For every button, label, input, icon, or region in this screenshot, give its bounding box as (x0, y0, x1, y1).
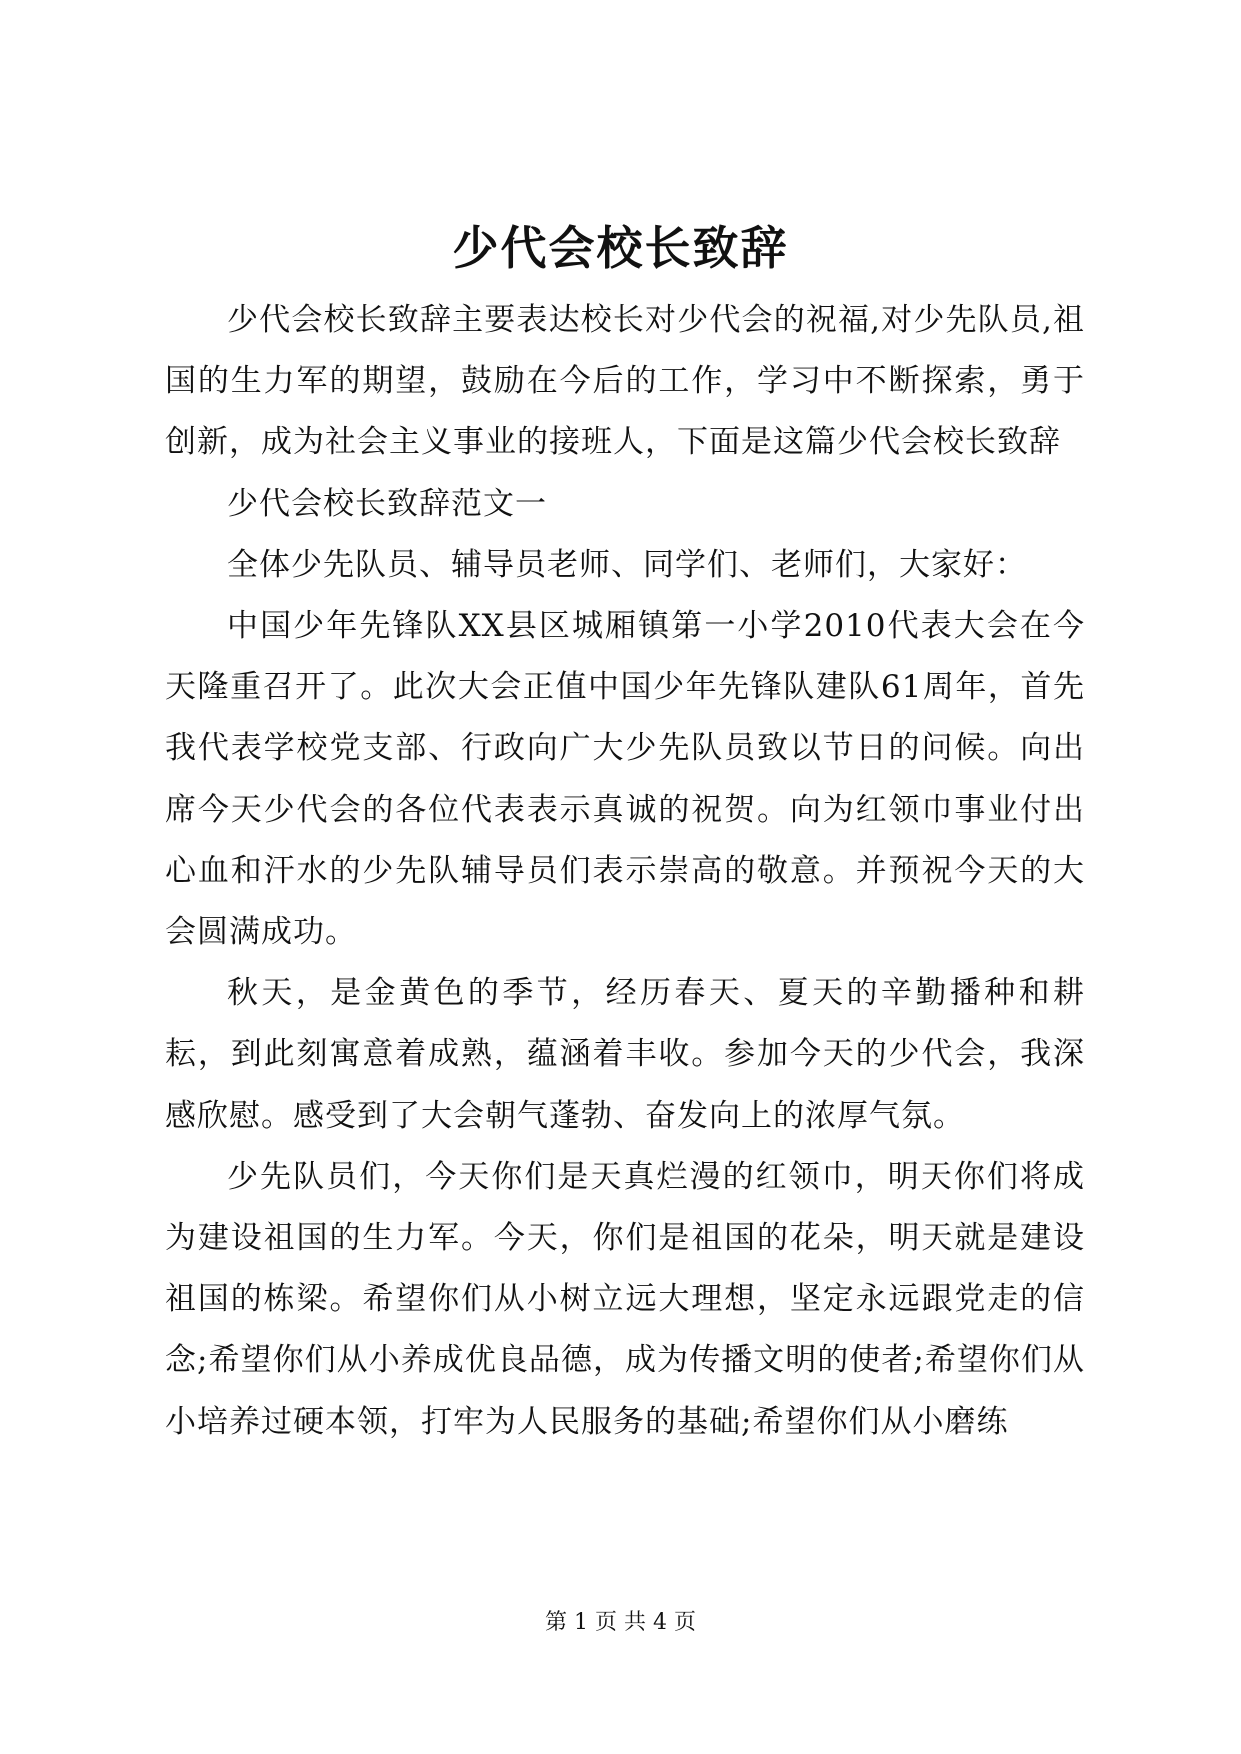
document-body (165, 290, 1085, 1453)
paragraph-subtitle: 少代会校长致辞范文一 (227, 485, 547, 522)
paragraph-autumn: 秋天，是金黄色的季节，经历春天、夏天的辛勤播种和耕耘，到此刻寓意着成熟，蕴涵着丰收。参加今天的少代会，我深感欣慰。感受到了大会朝气蓬勃、奋发向上的浓厚气氛。 (165, 975, 1085, 1134)
page-footer: 第 1 页 共 4 页 (545, 1610, 696, 1635)
paragraph-greeting: 全体少先队员、辅导员老师、同学们、老师们，大家好： (227, 546, 1027, 583)
paragraph-intro: 少代会校长致辞主要表达校长对少代会的祝福,对少先队员,祖国的生力军的期望，鼓励在今后的工作，学习中不断探索，勇于创新，成为社会主义事业的接班人，下面是这篇少代会校长致辞 (165, 302, 1085, 461)
document-title: 少代会校长致辞 (452, 221, 789, 275)
paragraph-opening: 中国少年先锋队XX县区城厢镇第一小学2010代表大会在今天隆重召开了。此次大会正值中国少年先锋队建队61周年，首先我代表学校党支部、行政向广大少先队员致以节日的问候。向出席今天少代会的各位代表表示真诚的祝贺。向为红领巾事业付出心血和汗水的少先队辅导员们表示崇高的敬意。并预祝今天的大会圆满成功。 (165, 608, 1085, 951)
paragraph-hopes: 少先队员们，今天你们是天真烂漫的红领巾，明天你们将成为建设祖国的生力军。今天，你们是祖国的花朵，明天就是建设祖国的栋梁。希望你们从小树立远大理想，坚定永远跟党走的信念;希望你们从小养成优良品德，成为传播文明的使者;希望你们从小培养过硬本领，打牢为人民服务的基础;希望你们从小磨练 (165, 1158, 1085, 1440)
